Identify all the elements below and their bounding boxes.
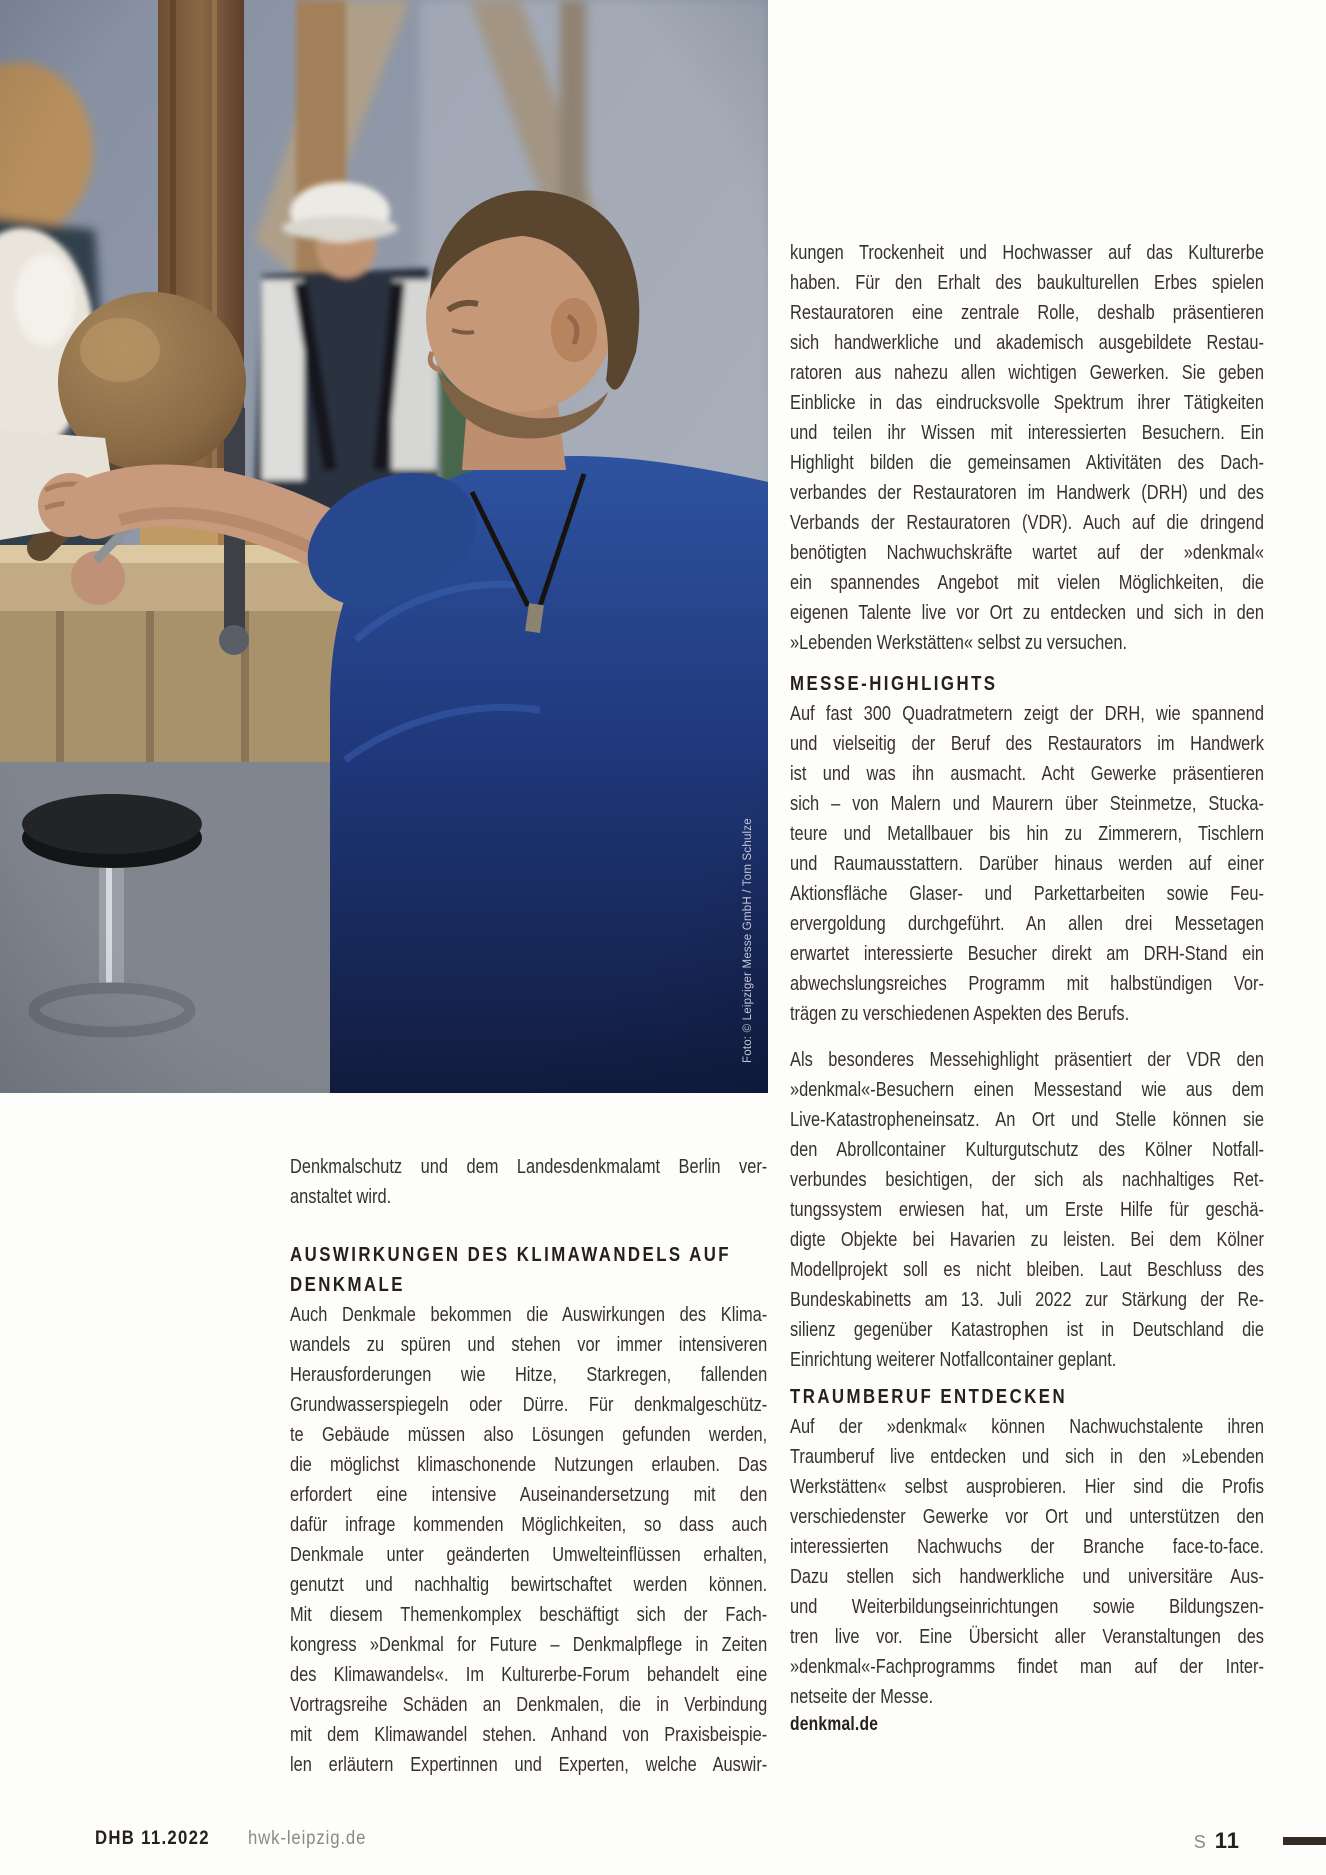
traumberuf-paragraph: Auf der »denkmal« können Nachwuchstalente ihren Traumberuf live entdecken und sich in den »Lebenden Werkstätten« selbst ausprobieren. Hier sind die Profis verschiedenster Gewerke vor Ort und unterstützen den interessierten Nachwuchs der Branche face-to-face. Dazu stellen sich handwerkliche und universitäre Aus- und Weiterbildungseinrichtungen sowie Bildungszen- tren live vor. Eine Übersicht aller Veranstaltungen des »denkmal«-Fachprogramms findet man auf der Inter- netseite der Messe.	[790, 1416, 1264, 1708]
messe-highlights-paragraph: Auf fast 300 Quadratmetern zeigt der DRH, wie spannend und vielseitig der Beruf des Restaurators im Handwerk ist und was ihn ausmacht. Acht Gewerke präsentieren sich – von Malern und Maurern über Steinmetze, Stucka- teure und Metallbauer bis hin zu Zimmerern, Tischlern und Raumausstattern. Darüber hinaus werden auf einer Aktionsfläche Glaser- und Parkettarbeiten sowie Feu- ervergoldung durchgeführt. An allen drei Messetagen erwartet interessierte Besucher direkt am DRH-Stand ein abwechslungsreiches Programm mit halbstündigen Vor- trägen zu verschiedenen Aspekten des Berufs.	[790, 703, 1264, 1025]
page-number	[1194, 1828, 1240, 1854]
denkmal-link[interactable]: denkmal.de	[790, 1714, 879, 1735]
left-column	[290, 1152, 767, 1780]
heading-klimawandel: AUSWIRKUNGEN DES KLIMAWANDELS AUF DENKMALE	[290, 1243, 732, 1296]
workshop-photo-illustration	[0, 0, 768, 1093]
issue-label: DHB 11.2022	[95, 1828, 210, 1849]
heading-traumberuf-entdecken: TRAUMBERUF ENTDECKEN	[790, 1385, 1068, 1408]
vdr-paragraph: Als besonderes Messehighlight präsentiert der VDR den »denkmal«-Besuchern einen Messestand wie aus dem Live-Katastropheneinsatz. An Ort und Stelle können sie den Abrollcontainer Kulturgutschutz des Kölner Notfall- verbundes besichtigen, der sich als nachhaltiges Ret- tungssystem erwiesen hat, um Erste Hilfe für geschä- digte Objekte bei Havarien zu leisten. Bei dem Kölner Modellprojekt soll es nicht bleiben. Laut Beschluss des Bundeskabinetts am 13. Juli 2022 zur Stärkung der Re- silienz gegenüber Katastrophen ist in Deutschland die Einrichtung weiterer Notfallcontainer geplant.	[790, 1049, 1264, 1371]
footer-accent-bar	[1283, 1837, 1326, 1845]
website-link[interactable]: hwk-leipzig.de	[247, 1828, 367, 1849]
page-footer	[0, 1828, 1326, 1858]
right-column	[790, 238, 1264, 1738]
page-number-value: 11	[1214, 1828, 1240, 1853]
right-intro-paragraph: kungen Trockenheit und Hochwasser auf das Kulturerbe haben. Für den Erhalt des baukulturellen Erbes spielen Restauratoren eine zentrale Rolle, deshalb präsentieren sich handwerkliche und akademisch ausgebildete Restau- ratoren aus nahezu allen wichtigen Gewerken. Sie geben Einblicke in das eindrucksvolle Spektrum ihrer Tätigkeiten und teilen ihr Wissen mit interessierten Besuchern. Ein Highlight bilden die gemeinsamen Aktivitäten des Dach- verbandes der Restauratoren im Handwerk (DRH) und des Verbands der Restauratoren (VDR). Auch auf die dringend benötigten Nachwuchskräfte wartet auf der »denkmal« ein spannendes Angebot mit vielen Möglichkeiten, die eigenen Talente live vor Ort zu entdecken und sich in den »Lebenden Werkstätten« selbst zu versuchen.	[790, 242, 1264, 654]
left-intro-paragraph: Denkmalschutz und dem Landesdenkmalamt Berlin ver- anstaltet wird.	[290, 1156, 768, 1208]
page-prefix: S	[1193, 1832, 1207, 1852]
klimawandel-paragraph: Auch Denkmale bekommen die Auswirkungen des Klima- wandels zu spüren und stehen vor immer intensiveren Herausforderungen wie Hitze, Starkregen, fallenden Grundwasserspiegeln oder Dürre. Für denkmalgeschütz- te Gebäude müssen also Lösungen gefunden werden, die möglichst klimaschonende Nutzungen erlauben. Das erfordert eine intensive Auseinandersetzung mit den dafür infrage kommenden Möglichkeiten, so dass auch Denkmale unter geänderten Umwelteinflüssen erhalten, genutzt und nachhaltig bewirtschaftet werden können. Mit diesem Themenkomplex beschäftigt sich der Fach- kongress »Denkmal for Future – Denkmalpflege in Zeiten des Klimawandels«. Im Kulturerbe-Forum behandelt eine Vortragsreihe Schäden an Denkmalen, die in Verbindung mit dem Klimawandel stehen. Anhand von Praxisbeispie- len erläutern Expertinnen und Experten, welche Auswir-	[290, 1304, 768, 1776]
photo-credit: Foto: © Leipziger Messe GmbH / Tom Schulze	[742, 818, 754, 1063]
heading-messe-highlights: MESSE-HIGHLIGHTS	[790, 672, 998, 695]
footer-left	[95, 1828, 366, 1850]
workshop-photo	[0, 0, 768, 1093]
